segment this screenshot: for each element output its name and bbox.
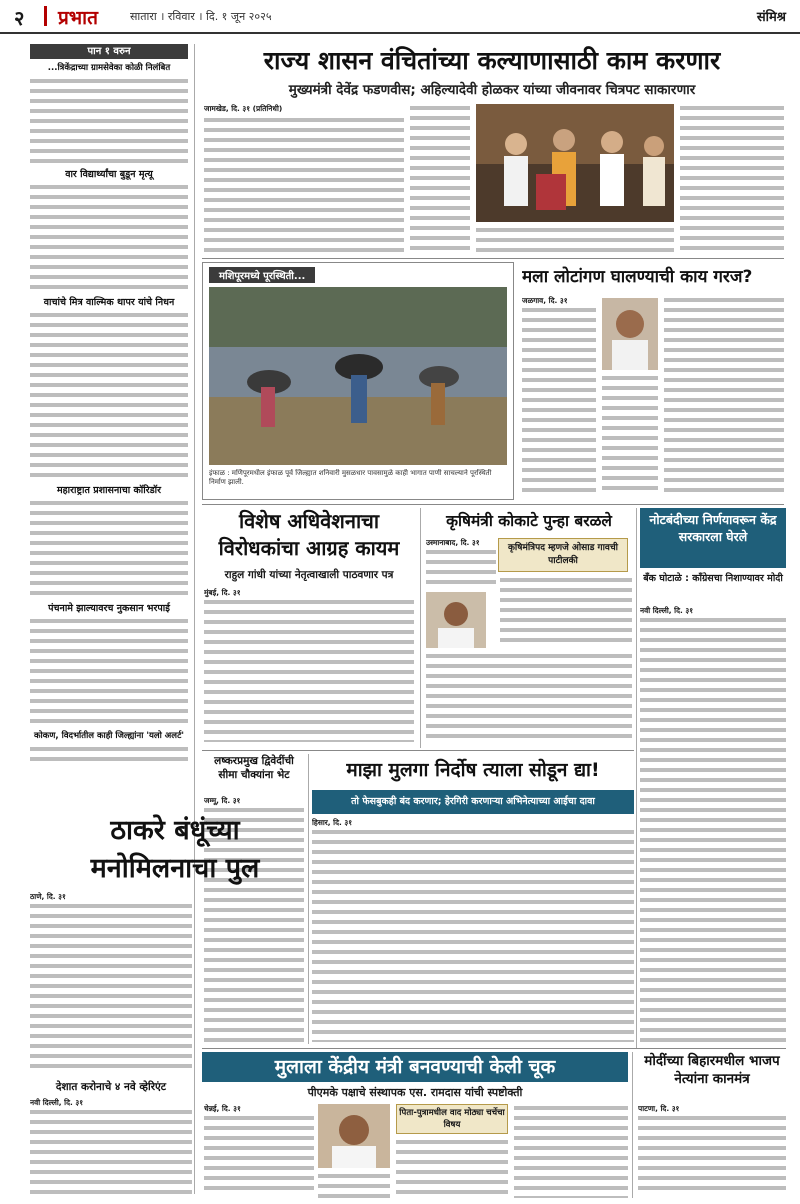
lower-rule [202, 1048, 786, 1049]
column-divider-5 [632, 1052, 633, 1198]
kokate-text-2 [426, 652, 632, 744]
mulga-headline: माझा मुलगा निर्दोष त्याला सोडून द्या! [346, 759, 600, 781]
left-story-3-text [30, 311, 188, 481]
kendriya-dateline: चेन्नई, दि. ३१ [204, 1104, 241, 1113]
kokate-text-1 [426, 548, 496, 588]
mulga-body [312, 818, 634, 1044]
corona-text [30, 1108, 192, 1194]
kendriya-headline: मुलाला केंद्रीय मंत्री बनवण्याची केली चूक [274, 1056, 556, 1078]
left-story-2-text [30, 183, 188, 293]
left-story-4-text [30, 499, 188, 599]
kendriya-body-4 [514, 1104, 628, 1198]
lead-photo-image [476, 104, 674, 222]
lead-photo [476, 104, 674, 222]
kendriya-headline-box [202, 1052, 628, 1082]
lotangan-text-1 [522, 306, 596, 492]
left-story-6-text [30, 745, 188, 762]
lead-story-text-2 [410, 104, 470, 254]
lead-dateline: जामखेड, दि. ३१ (प्रतिनिधी) [204, 104, 283, 113]
left-story-5-text [30, 617, 188, 727]
thackeray-text [30, 902, 192, 1070]
adhiveshan-headline: विशेष अधिवेशनाचा विरोधकांचा आग्रह कायम [218, 509, 400, 560]
photo-box-label: मशिपूरमध्ये पूरस्थिती... [209, 267, 315, 283]
lotangan-body-3 [664, 296, 784, 496]
kokate-body [426, 538, 496, 590]
lotangan-body [522, 296, 596, 496]
kendriya-body-2 [396, 1138, 508, 1198]
modi-bihar-dateline: पाटणा, दि. ३१ [638, 1104, 680, 1113]
section-name: संमिश्र [756, 10, 786, 25]
lead-story-body-far-right [680, 104, 784, 254]
lead-story-text-4 [680, 104, 784, 254]
left-headline-6: कोकण, विदर्भातील काही जिल्ह्यांना 'यलो अलर्ट' [34, 731, 184, 741]
left-column [30, 44, 188, 762]
kokate-portrait [426, 592, 486, 648]
left-column-header: पान १ वरुन [30, 44, 188, 59]
kendriya-text-1 [204, 1114, 314, 1196]
lotangan-dateline: जळगाव, दि. ३१ [522, 296, 568, 305]
photo-caption: इंफाळ : मणिपूरमधील इंफाळ पूर्व जिल्ह्यात शनिवारी मुसळधार पावसामुळे काही भागात पाणी साचल्याने पूरस्थिती निर्माण झाली. [209, 469, 492, 486]
adhiveshan-dateline: मुंबई, दि. ३१ [204, 588, 241, 597]
mid-rule [202, 504, 784, 505]
kendriya-body-1 [204, 1104, 314, 1198]
adhiveshan-subheadline: राहुल गांधी यांच्या नेतृत्वाखाली पाठवणार पत्र [224, 569, 394, 581]
lotangan-text-3 [664, 296, 784, 496]
modi-bihar-body [638, 1104, 786, 1198]
kendriya-text-2 [396, 1138, 508, 1198]
column-divider-3 [636, 508, 637, 1048]
dwivedi-dateline: जम्मू, दि. ३१ [204, 796, 241, 805]
edition-info: सातारा । रविवार । दि. १ जून २०२५ [130, 10, 272, 23]
lead-story-text [204, 116, 404, 254]
left-story-1-text [30, 77, 188, 165]
notabandi-body [640, 606, 786, 1046]
notabandi-text [640, 616, 786, 1044]
notabandi-dateline: नवी दिल्ली, दि. ३१ [640, 606, 694, 615]
corona-body [30, 1098, 192, 1196]
adhiveshan-body [204, 588, 414, 744]
paper-logo: प्रभात [58, 7, 98, 29]
kokate-headline: कृषिमंत्री कोकाटे पुन्हा बरळले [446, 512, 612, 530]
kokate-body-3 [500, 576, 632, 648]
masthead-divider [44, 6, 47, 26]
kokate-dateline: उस्मानाबाद, दि. ३१ [426, 538, 480, 547]
lead-story-body-right [476, 226, 674, 254]
page-number: २ [14, 6, 25, 30]
lead-subheadline: मुख्यमंत्री देवेंद्र फडणवीस; अहिल्यादेवी होळकर यांच्या जीवनावर चित्रपट साकारणार [288, 82, 696, 98]
mulga-dateline: हिसार, दि. ३१ [312, 818, 353, 827]
mid-rule-2 [202, 750, 634, 751]
lead-story-body-mid [410, 104, 470, 254]
kokate-body-2 [426, 652, 632, 744]
notabandi-headline: नोटबंदीच्या निर्णयावरून केंद्र सरकारला घेरले [649, 512, 777, 544]
photo-box [202, 262, 514, 500]
kendriya-text-3 [318, 1172, 390, 1198]
dwivedi-headline: लष्करप्रमुख द्विवेदींची सीमा चौक्यांना भेट [214, 755, 294, 781]
adhiveshan-text [204, 598, 414, 742]
lead-story-text-3 [476, 226, 674, 254]
left-headline-2: वार विद्यार्थ्यांचा बुडून मृत्यू [65, 169, 153, 180]
thackeray-headline: ठाकरे बंधूंच्या मनोमिलनाचा पुल [90, 815, 260, 884]
left-headline-3: वाचांचे मित्र वाल्मिक थापर यांचे निधन [43, 297, 175, 308]
left-headline-5: पंचनामे झाल्यावरच नुकसान भरपाई [48, 603, 170, 614]
mulga-subheadline: तो फेसबुकही बंद करणार; हेरगिरी करणाऱ्या अभिनेत्याच्या आईचा दावा [312, 790, 634, 814]
thackeray-dateline: ठाणे, दि. ३१ [30, 892, 66, 901]
lotangan-portrait [602, 298, 658, 370]
kokate-text-3 [500, 576, 632, 648]
masthead [0, 0, 800, 34]
kendriya-quote: पिता-पुत्रामधील वाद मोठ्या चर्चेचा विषय [396, 1104, 508, 1134]
modi-bihar-text [638, 1114, 786, 1196]
lead-headline: राज्य शासन वंचितांच्या कल्याणासाठी काम करणार [263, 46, 721, 75]
corona-dateline: नवी दिल्ली, दि. ३१ [30, 1098, 84, 1107]
lead-story-body-left [204, 104, 404, 254]
ramdas-portrait [318, 1104, 390, 1168]
left-headline-4: महाराष्ट्रात प्रशासनाचा कॉरिडॉर [56, 485, 162, 496]
kendriya-text-4 [514, 1104, 628, 1198]
column-divider [194, 44, 195, 1194]
thackeray-body [30, 892, 192, 1072]
corona-headline: देशात करोनाचे ४ नवे व्हेरिएंट [55, 1081, 167, 1093]
kokate-quote: कृषिमंत्रिपद म्हणजे ओसाड गावची पाटीलकी [498, 538, 628, 572]
left-headline-1: ...त्रिकेंद्राच्या ग्रामसेवेका कोळी निलंबित [47, 63, 171, 73]
kendriya-subheadline: पीएमके पक्षाचे संस्थापक एस. रामदास यांची स्पष्टोक्ती [307, 1086, 523, 1099]
flood-photo [209, 287, 507, 465]
lotangan-text-2 [602, 374, 658, 496]
lotangan-body-2 [602, 374, 658, 496]
mulga-text [312, 828, 634, 1042]
column-divider-2 [420, 508, 421, 748]
column-divider-4 [308, 754, 309, 1044]
notabandi-headline-box [640, 508, 786, 568]
lead-bottom-rule [202, 258, 784, 259]
notabandi-subheadline: बँक घोटाळे : काँग्रेसचा निशाण्यावर मोदी [643, 573, 783, 584]
lotangan-headline: मला लोटांगण घालण्याची काय गरज? [522, 267, 753, 287]
modi-bihar-headline: मोदींच्या बिहारमधील भाजप नेत्यांना कानमंत्र [644, 1053, 780, 1087]
kendriya-body-3 [318, 1172, 390, 1198]
